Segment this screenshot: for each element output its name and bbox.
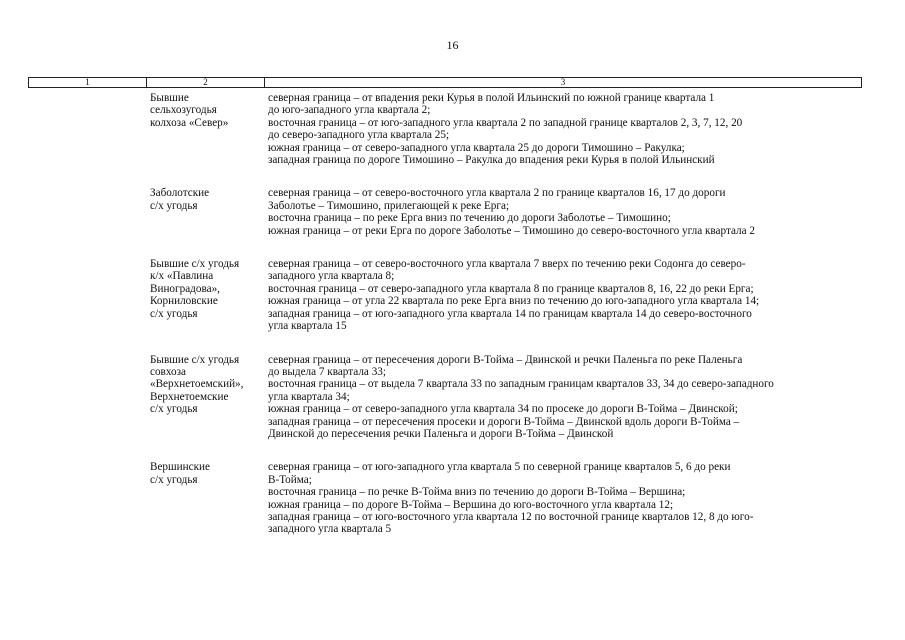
- land-area-name: Бывшие с/х угодья к/х «Павлина Виноградова», Корниловские с/х угодья: [150, 258, 240, 320]
- boundary-line: до северо-западного угла квартала 25;: [268, 129, 450, 142]
- boundary-line: угла квартала 15: [268, 320, 347, 333]
- boundary-line: северная граница – от юго-западного угла квартала 5 по северной границе кварталов 5, 6 до реки: [268, 461, 731, 474]
- boundary-line: западного угла квартала 8;: [268, 270, 395, 283]
- page-number: 16: [446, 38, 459, 52]
- boundary-line: южная граница – от угла 22 квартала по реке Ерга вниз по течению до юго-западного угла квартала 14;: [268, 295, 760, 308]
- land-area-name: Заболотские с/х угодья: [150, 187, 210, 212]
- boundary-line: северная граница – от впадения реки Курья в полой Ильинский по южной границе квартала 1: [268, 92, 715, 104]
- boundary-line: угла квартала 34;: [268, 390, 350, 403]
- boundary-line: до выдела 7 квартала 33;: [268, 365, 386, 378]
- table-row: [0, 354, 905, 441]
- boundary-line: В-Тойма;: [268, 473, 312, 486]
- boundary-line: южная граница – от северо-западного угла квартала 34 по просеке до дороги В-Тойма – Двинской;: [268, 403, 738, 416]
- boundary-line: восточна граница – по реке Ерга вниз по течению до дороги Заболотье – Тимошино;: [268, 212, 671, 225]
- boundary-line: южная граница – от северо-западного угла квартала 25 до дороги Тимошино – Ракулка;: [268, 141, 685, 154]
- land-area-name: Вершинские с/х угодья: [150, 461, 210, 486]
- boundary-line: северная граница – от пересечения дороги В-Тойма – Двинской и речки Паленьга по реке Паленьга: [268, 353, 743, 366]
- boundary-description: [268, 461, 868, 535]
- boundary-line: западного угла квартала 5: [268, 523, 392, 536]
- table-row: [0, 258, 905, 332]
- boundary-line: восточная граница – от северо-западного угла квартала 8 по границе кварталов 8, 16, 22 до реки Ерга;: [268, 282, 754, 295]
- header-column-3: 3: [560, 77, 566, 87]
- boundary-line: западная граница по дороге Тимошино – Ракулка до впадения реки Курья в полой Ильинский: [268, 154, 715, 167]
- land-area-name: Бывшие с/х угодья совхоза «Верхнетоемский», Верхнетоемские с/х угодья: [150, 353, 244, 416]
- boundary-description: [268, 187, 868, 237]
- header-column-2: 2: [147, 78, 265, 87]
- table-row: [0, 461, 905, 535]
- table-row: [0, 92, 905, 166]
- land-area-name: Бывшие сельхозугодья колхоза «Север»: [150, 92, 229, 129]
- boundary-line: западная граница – от пересечения просеки и дороги В-Тойма – Двинской вдоль дороги В-Тойма –: [268, 415, 740, 428]
- boundary-line: южная граница – по дороге В-Тойма – Вершина до юго-восточного угла квартала 12;: [268, 498, 674, 511]
- boundary-line: восточная граница – от юго-западного угла квартала 2 по западной границе кварталов 2, 3, 7, 12, 20: [268, 116, 743, 129]
- boundary-description: [268, 92, 868, 166]
- table-body: [0, 92, 905, 557]
- table-row: [0, 187, 905, 237]
- boundary-line: северная граница – от северо-восточного угла квартала 7 вверх по течению реки Содонга до северо-: [268, 258, 746, 271]
- boundary-line: западная граница – от юго-западного угла квартала 14 по границам квартала 14 до северо-восточного: [268, 307, 752, 320]
- header-column-1: 1: [29, 78, 147, 87]
- boundary-description: [268, 258, 868, 332]
- boundary-line: южная граница – от реки Ерга по дороге Заболотье – Тимошино до северо-восточного угла квартала 2: [268, 224, 755, 237]
- boundary-line: северная граница – от северо-восточного угла квартала 2 по границе кварталов 16, 17 до дороги: [268, 187, 726, 200]
- boundary-description: [268, 354, 868, 441]
- boundary-line: Заболотье – Тимошино, прилегающей к реке Ерга;: [268, 199, 510, 212]
- boundary-line: западная граница – от юго-восточного угла квартала 12 по восточной границе кварталов 12, 8 до юго-: [268, 510, 754, 523]
- boundary-line: восточная граница – от выдела 7 квартала 33 по западным границам кварталов 33, 34 до северо-западного: [268, 378, 774, 391]
- boundary-line: до юго-западного угла квартала 2;: [268, 104, 431, 117]
- boundary-line: восточная граница – по речке В-Тойма вниз по течению до дороги В-Тойма – Вершина;: [268, 486, 686, 499]
- boundary-line: Двинской до пересечения речки Паленьга и дороги В-Тойма – Двинской: [268, 427, 614, 440]
- table-header-row: [28, 77, 862, 88]
